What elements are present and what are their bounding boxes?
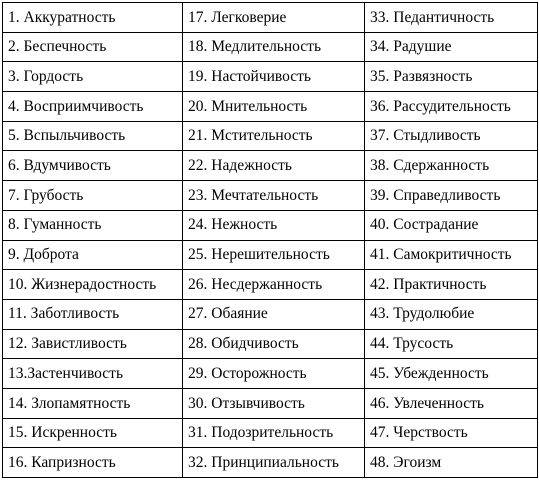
table-cell: 31. Подозрительность: [183, 418, 365, 448]
table-cell: 26. Несдержанность: [183, 270, 365, 300]
table-cell: 48. Эгоизм: [365, 448, 538, 478]
table-cell: 10. Жизнерадостность: [3, 270, 183, 300]
table-row: [3, 329, 538, 359]
table-cell: 33. Педантичность: [365, 3, 538, 33]
table-cell: 19. Настойчивость: [183, 62, 365, 92]
table-cell: 13.Застенчивость: [3, 359, 183, 389]
table-row: [3, 32, 538, 62]
table-cell: 47. Черствость: [365, 418, 538, 448]
table-cell: 39. Справедливость: [365, 181, 538, 211]
table-row: [3, 240, 538, 270]
traits-table: [2, 2, 538, 478]
table-cell: 7. Грубость: [3, 181, 183, 211]
table-cell: 14. Злопамятность: [3, 388, 183, 418]
table-cell: 9. Доброта: [3, 240, 183, 270]
table-cell: 15. Искренность: [3, 418, 183, 448]
table-cell: 28. Обидчивость: [183, 329, 365, 359]
table-cell: 37. Стыдливость: [365, 121, 538, 151]
table-cell: 34. Радушие: [365, 32, 538, 62]
table-cell: 5. Вспыльчивость: [3, 121, 183, 151]
table-cell: 30. Отзывчивость: [183, 388, 365, 418]
table-cell: 29. Осторожность: [183, 359, 365, 389]
table-cell: 22. Надежность: [183, 151, 365, 181]
table-cell: 16. Капризность: [3, 448, 183, 478]
table-cell: 20. Мнительность: [183, 92, 365, 122]
table-row: [3, 181, 538, 211]
table-cell: 35. Развязность: [365, 62, 538, 92]
table-cell: 2. Беспечность: [3, 32, 183, 62]
table-cell: 21. Мстительность: [183, 121, 365, 151]
table-cell: 40. Сострадание: [365, 210, 538, 240]
table-cell: 23. Мечтательность: [183, 181, 365, 211]
table-row: [3, 92, 538, 122]
table-cell: 44. Трусость: [365, 329, 538, 359]
table-row: [3, 418, 538, 448]
table-row: [3, 62, 538, 92]
table-cell: 36. Рассудительность: [365, 92, 538, 122]
table-row: [3, 388, 538, 418]
table-row: [3, 121, 538, 151]
table-cell: 27. Обаяние: [183, 299, 365, 329]
traits-table-container: [2, 2, 538, 478]
table-cell: 45. Убежденность: [365, 359, 538, 389]
table-cell: 25. Нерешительность: [183, 240, 365, 270]
table-cell: 32. Принципиальность: [183, 448, 365, 478]
table-cell: 41. Самокритичность: [365, 240, 538, 270]
table-row: [3, 299, 538, 329]
table-cell: 11. Заботливость: [3, 299, 183, 329]
table-row: [3, 359, 538, 389]
table-row: [3, 151, 538, 181]
table-cell: 42. Практичность: [365, 270, 538, 300]
table-cell: 12. Завистливость: [3, 329, 183, 359]
table-row: [3, 3, 538, 33]
table-row: [3, 210, 538, 240]
table-cell: 6. Вдумчивость: [3, 151, 183, 181]
table-cell: 3. Гордость: [3, 62, 183, 92]
table-cell: 4. Восприимчивость: [3, 92, 183, 122]
table-cell: 17. Легковерие: [183, 3, 365, 33]
table-cell: 8. Гуманность: [3, 210, 183, 240]
table-row: [3, 270, 538, 300]
table-cell: 46. Увлеченность: [365, 388, 538, 418]
table-cell: 38. Сдержанность: [365, 151, 538, 181]
table-cell: 43. Трудолюбие: [365, 299, 538, 329]
table-cell: 24. Нежность: [183, 210, 365, 240]
traits-table-body: [3, 3, 538, 478]
table-row: [3, 448, 538, 478]
table-cell: 18. Медлительность: [183, 32, 365, 62]
table-cell: 1. Аккуратность: [3, 3, 183, 33]
